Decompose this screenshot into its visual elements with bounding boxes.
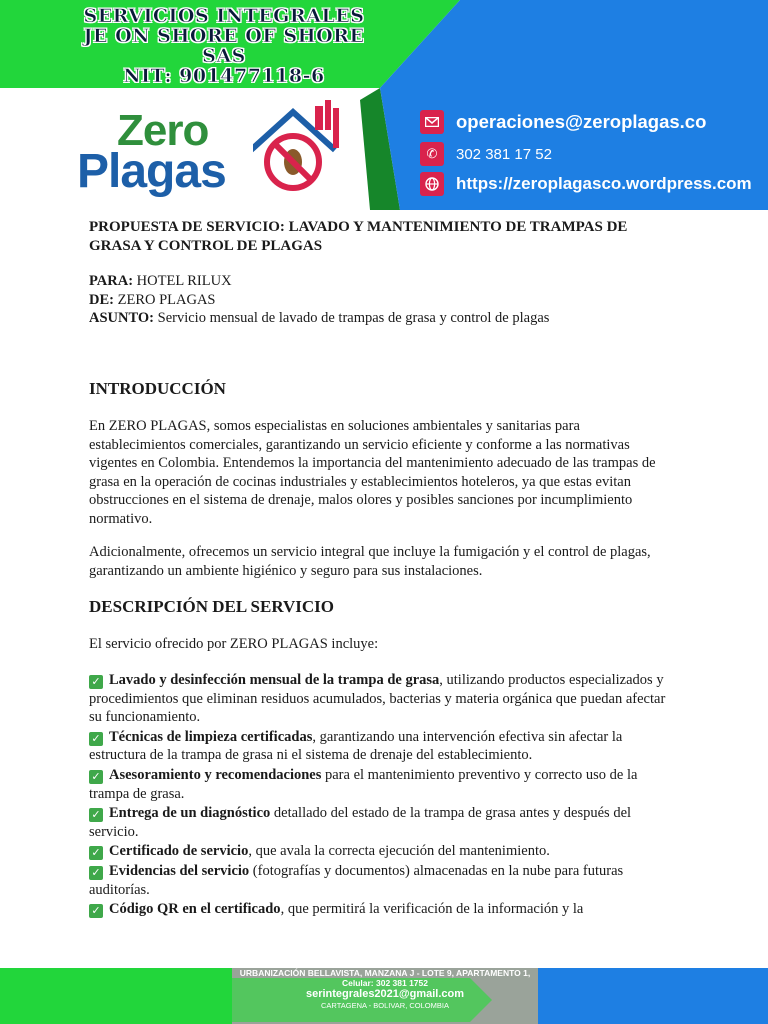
- item-text: detallado del estado de la trampa de grasa antes y después del servicio.: [89, 805, 632, 840]
- item-text: , garantizando una intervención efectiva sin afectar la estructura de la trampa de grasa ni el sistema de drenaje del establecimiento.: [89, 728, 623, 764]
- de-label: DE:: [89, 291, 114, 308]
- zero-plagas-logo: [75, 100, 375, 200]
- footer-city: CARTAGENA - BOLIVAR, COLOMBIA: [321, 1001, 449, 1010]
- intro-heading: INTRODUCCIÓN: [89, 379, 226, 398]
- footer-address: URBANIZACIÓN BELLAVISTA, MANZANA J - LOTE 9, APARTAMENTO 1,: [239, 968, 531, 978]
- list-item: [89, 900, 679, 919]
- list-item: [89, 842, 679, 861]
- logo-word-zero: Zero: [117, 106, 209, 155]
- list-item: [89, 804, 679, 841]
- de-value: ZERO PLAGAS: [117, 291, 216, 308]
- contact-phone[interactable]: [420, 141, 552, 167]
- list-item: [89, 766, 679, 803]
- item-bold: Lavado y desinfección mensual de la trampa de grasa: [109, 672, 440, 688]
- intro-paragraph-2: Adicionalmente, ofrecemos un servicio integral que incluye la fumigación y el control de plagas, garantizando un ambiente higiénico y seguro para sus instalaciones.: [89, 544, 651, 579]
- company-line-1: SERVICIOS INTEGRALES: [83, 5, 365, 27]
- check-icon: ✓: [89, 732, 103, 746]
- company-line-3: SAS: [202, 45, 246, 67]
- item-bold: Evidencias del servicio: [109, 862, 250, 879]
- check-icon: ✓: [89, 904, 103, 918]
- company-line-2: JE ON SHORE OF SHORE: [83, 25, 365, 47]
- service-list: [89, 671, 679, 920]
- footer-celular: Celular: 302 381 1752: [341, 978, 428, 988]
- company-name-block: [14, 6, 434, 86]
- contact-website[interactable]: [420, 171, 752, 197]
- description-heading: DESCRIPCIÓN DEL SERVICIO: [89, 597, 335, 616]
- item-text: , que permitirá la verificación de la información y la: [280, 901, 584, 918]
- intro-paragraph-1: En ZERO PLAGAS, somos especialistas en soluciones ambientales y sanitarias para establecimientos comerciales, garantizando un servicio eficiente y conforme a las normativas vigentes en Colombia. Entendemos la importancia del mantenimiento adecuado de las trampas de grasa en la operación de cocinas industriales y establecimientos hoteleros, ya que estas evitan obstrucciones en el sistema de drenaje, malos olores y posibles sanciones por incumplimiento normativo.: [89, 418, 656, 527]
- item-bold: Entrega de un diagnóstico: [109, 805, 271, 822]
- footer-email[interactable]: serintegrales2021@gmail.com: [305, 988, 465, 1000]
- footer-contact: [232, 968, 538, 1010]
- mail-icon: [420, 110, 444, 134]
- company-nit: NIT: 901477118-6: [123, 65, 325, 87]
- check-icon: ✓: [89, 846, 103, 860]
- item-bold: Código QR en el certificado: [109, 901, 281, 918]
- logo-word-plagas: Plagas: [77, 145, 226, 198]
- check-icon: ✓: [89, 866, 103, 880]
- check-icon: ✓: [89, 808, 103, 822]
- check-icon: ✓: [89, 770, 103, 784]
- item-bold: Asesoramiento y recomendaciones: [109, 766, 322, 783]
- item-text: , utilizando productos especializados y procedimientos que eliminan residuos acumulados, bacterias y materia orgánica que puedan afectar su funcionamiento.: [89, 672, 666, 726]
- asunto-label: ASUNTO:: [89, 310, 154, 327]
- item-bold: Técnicas de limpieza certificadas: [109, 728, 313, 745]
- description-intro: El servicio ofrecido por ZERO PLAGAS incluye:: [89, 636, 379, 652]
- contact-website-text[interactable]: https://zeroplagasco.wordpress.com: [456, 174, 752, 193]
- list-item: [89, 728, 679, 765]
- house-no-pests-icon: [253, 100, 373, 200]
- asunto-value: Servicio mensual de lavado de trampas de grasa y control de plagas: [157, 310, 550, 327]
- globe-icon: [420, 172, 444, 196]
- document-meta: [89, 272, 679, 328]
- contact-email[interactable]: [420, 109, 706, 135]
- item-text: (fotografías y documentos) almacenadas en la nube para futuras auditorías.: [89, 862, 624, 898]
- para-value: HOTEL RILUX: [136, 273, 232, 289]
- item-text: para el mantenimiento preventivo y correcto uso de la trampa de grasa.: [89, 766, 638, 802]
- contact-email-text[interactable]: operaciones@zeroplagas.co: [456, 111, 707, 132]
- contact-phone-text[interactable]: 302 381 17 52: [456, 145, 552, 163]
- check-icon: ✓: [89, 675, 103, 689]
- list-item: [89, 862, 679, 899]
- item-text: , que avala la correcta ejecución del mantenimiento.: [248, 843, 550, 860]
- item-bold: Certificado de servicio: [109, 843, 249, 860]
- list-item: [89, 671, 679, 727]
- document-title: PROPUESTA DE SERVICIO: LAVADO Y MANTENIMIENTO DE TRAMPAS DE GRASA Y CONTROL DE PLAGAS: [89, 219, 628, 254]
- phone-icon: ✆: [420, 142, 444, 166]
- para-label: PARA:: [89, 273, 134, 289]
